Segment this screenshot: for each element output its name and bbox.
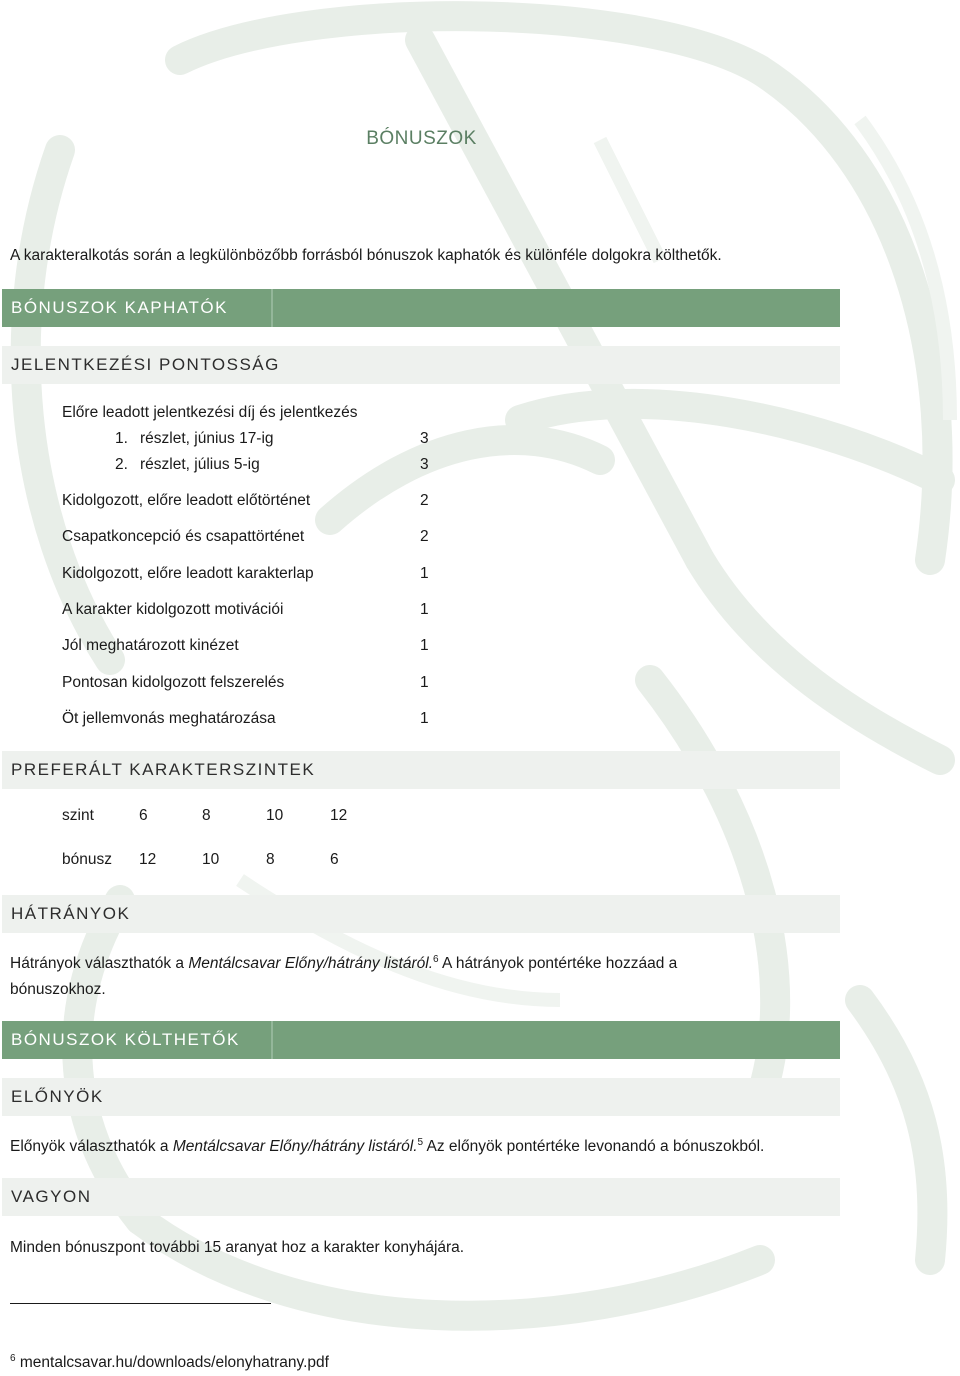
row-label-level: szint [62, 807, 94, 824]
item-label: A karakter kidolgozott motivációi [62, 601, 284, 618]
bonus-cell: 6 [330, 851, 339, 868]
item-value: 2 [420, 528, 429, 545]
item-label: Kidolgozott, előre leadott karakterlap [62, 565, 314, 582]
row-label-bonus: bónusz [62, 851, 112, 868]
advantages-source-title: Mentálcsavar Előny/hátrány listáról. [172, 1138, 418, 1155]
subsection-heading-advantages: ELŐNYÖK [2, 1078, 840, 1116]
item-value: 1 [420, 637, 429, 654]
item-value: 1 [420, 601, 429, 618]
bonus-cell: 8 [266, 851, 275, 868]
subsection-heading-registration: JELENTKEZÉSI PONTOSSÁG [2, 346, 840, 384]
drawbacks-text-line2: bónuszokhoz. [10, 981, 106, 998]
bonus-cell: 10 [202, 851, 220, 868]
footnote-ref[interactable]: 6 [433, 953, 439, 965]
section-heading-spend-label: BÓNUSZOK KÖLTHETŐK [11, 1030, 240, 1049]
intro-paragraph: A karakteralkotás során a legkülönbözőbb forrásból bónuszok kaphatók és különféle dolgokra költhetők. [10, 247, 722, 264]
page-title: BÓNUSZOK [366, 128, 477, 149]
installment-number: 1. [115, 430, 128, 447]
footnote-separator [10, 1303, 271, 1304]
drawbacks-text-after: A hátrányok pontértéke hozzáad a [438, 955, 678, 972]
list-item [62, 427, 442, 451]
list-item [62, 525, 442, 549]
section-heading-earn-label: BÓNUSZOK KAPHATÓK [11, 298, 228, 317]
advantages-text-after: Az előnyök pontértéke levonandó a bónuszokból. [423, 1138, 765, 1155]
item-value: 1 [420, 565, 429, 582]
installment-label: részlet, július 5-ig [140, 456, 260, 473]
footnote-ref[interactable]: 5 [417, 1136, 424, 1148]
level-cell: 10 [266, 807, 284, 824]
installment-label: részlet, június 17-ig [140, 430, 274, 447]
advantages-text-before: Előnyök választhatók a [10, 1138, 173, 1155]
drawbacks-text-before: Hátrányok választhatók a [10, 955, 189, 972]
list-item [62, 562, 442, 586]
item-value: 1 [420, 674, 429, 691]
list-item [62, 671, 442, 695]
heading-divider [271, 1021, 273, 1059]
installment-value: 3 [420, 430, 429, 447]
section-heading-earn [2, 289, 840, 327]
list-item [62, 489, 442, 513]
item-value: 1 [420, 710, 429, 727]
item-label: Öt jellemvonás meghatározása [62, 710, 276, 727]
footnote-link[interactable]: mentalcsavar.hu/downloads/elonyhatrany.pdf [19, 1354, 329, 1371]
bonus-cell: 12 [139, 851, 157, 868]
drawbacks-paragraph [10, 951, 840, 1003]
list-item [62, 598, 442, 622]
item-label: Csapatkoncepció és csapattörténet [62, 528, 305, 545]
registration-intro-line: Előre leadott jelentkezési díj és jelentkezés [62, 404, 358, 421]
item-label: Jól meghatározott kinézet [62, 637, 239, 654]
subsection-heading-wealth: VAGYON [2, 1178, 840, 1216]
list-item [62, 453, 442, 477]
subsection-heading-drawbacks: HÁTRÁNYOK [2, 895, 840, 933]
wealth-paragraph: Minden bónuszpont további 15 aranyat hoz a karakter konyhájára. [10, 1239, 465, 1256]
installment-value: 3 [420, 456, 429, 473]
section-heading-spend [2, 1021, 840, 1059]
level-cell: 6 [139, 807, 148, 824]
level-cell: 12 [330, 807, 348, 824]
footnote [10, 1350, 329, 1376]
item-label: Kidolgozott, előre leadott előtörténet [62, 492, 311, 509]
advantages-paragraph [10, 1134, 850, 1160]
level-cell: 8 [202, 807, 211, 824]
drawbacks-source-title: Mentálcsavar Előny/hátrány listáról. [188, 955, 434, 972]
item-label: Pontosan kidolgozott felszerelés [62, 674, 285, 691]
item-value: 2 [420, 492, 429, 509]
installment-number: 2. [115, 456, 128, 473]
footnote-number: 6 [10, 1352, 16, 1364]
list-item [62, 707, 442, 731]
list-item [62, 634, 442, 658]
heading-divider [271, 289, 273, 327]
subsection-heading-preferred-levels: PREFERÁLT KARAKTERSZINTEK [2, 751, 840, 789]
